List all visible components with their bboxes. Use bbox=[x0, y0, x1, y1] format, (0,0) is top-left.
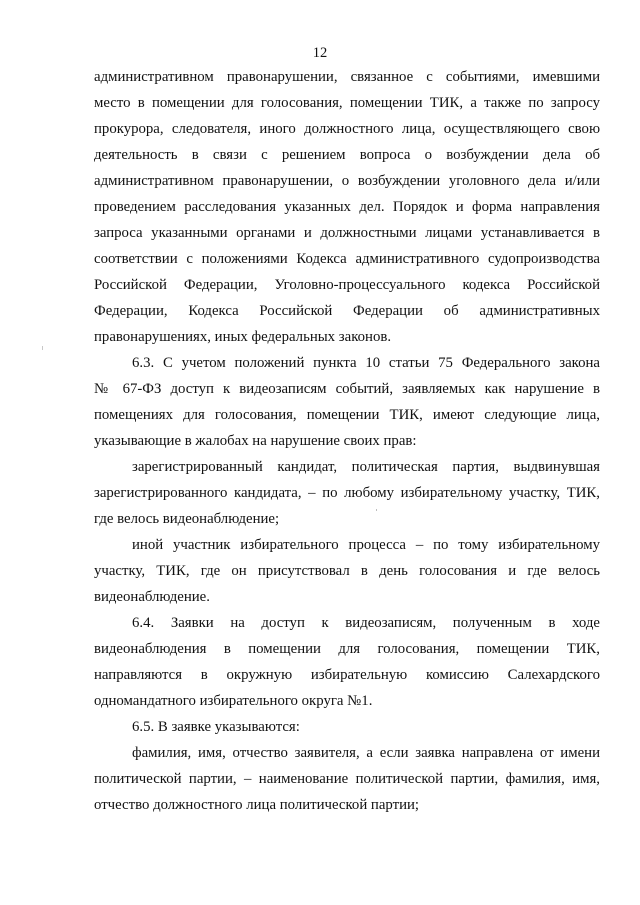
text-line: проведением расследования указанных дел. Порядок и форма направления bbox=[94, 199, 600, 215]
text-line: видеонаблюдение. bbox=[94, 589, 210, 605]
text-line: административном правонарушении, о возбуждении уголовного дела и/или bbox=[94, 173, 600, 189]
text-line: где велось видеонаблюдение; bbox=[94, 511, 280, 527]
text-line: одномандатного избирательного округа №1. bbox=[94, 693, 373, 709]
text-line: зарегистрированного кандидата, – по любому избирательному участку, ТИК, bbox=[94, 485, 600, 501]
text-line: направляются в окружную избирательную комиссию Салехардского bbox=[94, 667, 600, 683]
text-line: 6.3. С учетом положений пункта 10 статьи 75 Федерального закона bbox=[132, 355, 600, 371]
text-line: Российской Федерации, Уголовно-процессуального кодекса Российской bbox=[94, 277, 600, 293]
text-line: запроса указанными органами и должностными лицами устанавливается в bbox=[94, 225, 600, 241]
text-line: Федерации, Кодекса Российской Федерации об административных bbox=[94, 303, 600, 319]
text-line: № 67-ФЗ доступ к видеозаписям событий, заявляемых как нарушение в bbox=[94, 381, 600, 397]
text-line: зарегистрированный кандидат, политическая партия, выдвинувшая bbox=[132, 459, 600, 475]
text-line: правонарушениях, иных федеральных законов. bbox=[94, 329, 392, 345]
text-line: указывающие в жалобах на нарушение своих прав: bbox=[94, 433, 417, 449]
text-line: фамилия, имя, отчество заявителя, а если заявка направлена от имени bbox=[132, 745, 600, 761]
page-number: 12 bbox=[312, 45, 328, 61]
text-line: участку, ТИК, где он присутствовал в день голосования и где велось bbox=[94, 563, 600, 579]
text-line: деятельность в связи с решением вопроса о возбуждении дела об bbox=[94, 147, 600, 163]
text-line: видеонаблюдения в помещении для голосования, помещении ТИК, bbox=[94, 641, 600, 657]
document-body bbox=[94, 64, 600, 818]
text-line: 6.4. Заявки на доступ к видеозаписям, полученным в ходе bbox=[132, 615, 600, 631]
margin-mark bbox=[42, 346, 43, 350]
text-line: административном правонарушении, связанное с событиями, имевшими bbox=[94, 69, 600, 85]
text-line: политической партии, – наименование политической партии, фамилия, имя, bbox=[94, 771, 600, 787]
text-line: прокурора, следователя, иного должностного лица, осуществляющего свою bbox=[94, 121, 600, 137]
text-line: отчество должностного лица политической партии; bbox=[94, 797, 420, 813]
text-line: 6.5. В заявке указываются: bbox=[132, 719, 300, 735]
text-line: соответствии с положениями Кодекса административного судопроизводства bbox=[94, 251, 600, 267]
text-line: место в помещении для голосования, помещении ТИК, а также по запросу bbox=[94, 95, 600, 111]
text-line: помещениях для голосования, помещении ТИК, имеют следующие лица, bbox=[94, 407, 600, 423]
text-line: иной участник избирательного процесса – по тому избирательному bbox=[132, 537, 600, 553]
